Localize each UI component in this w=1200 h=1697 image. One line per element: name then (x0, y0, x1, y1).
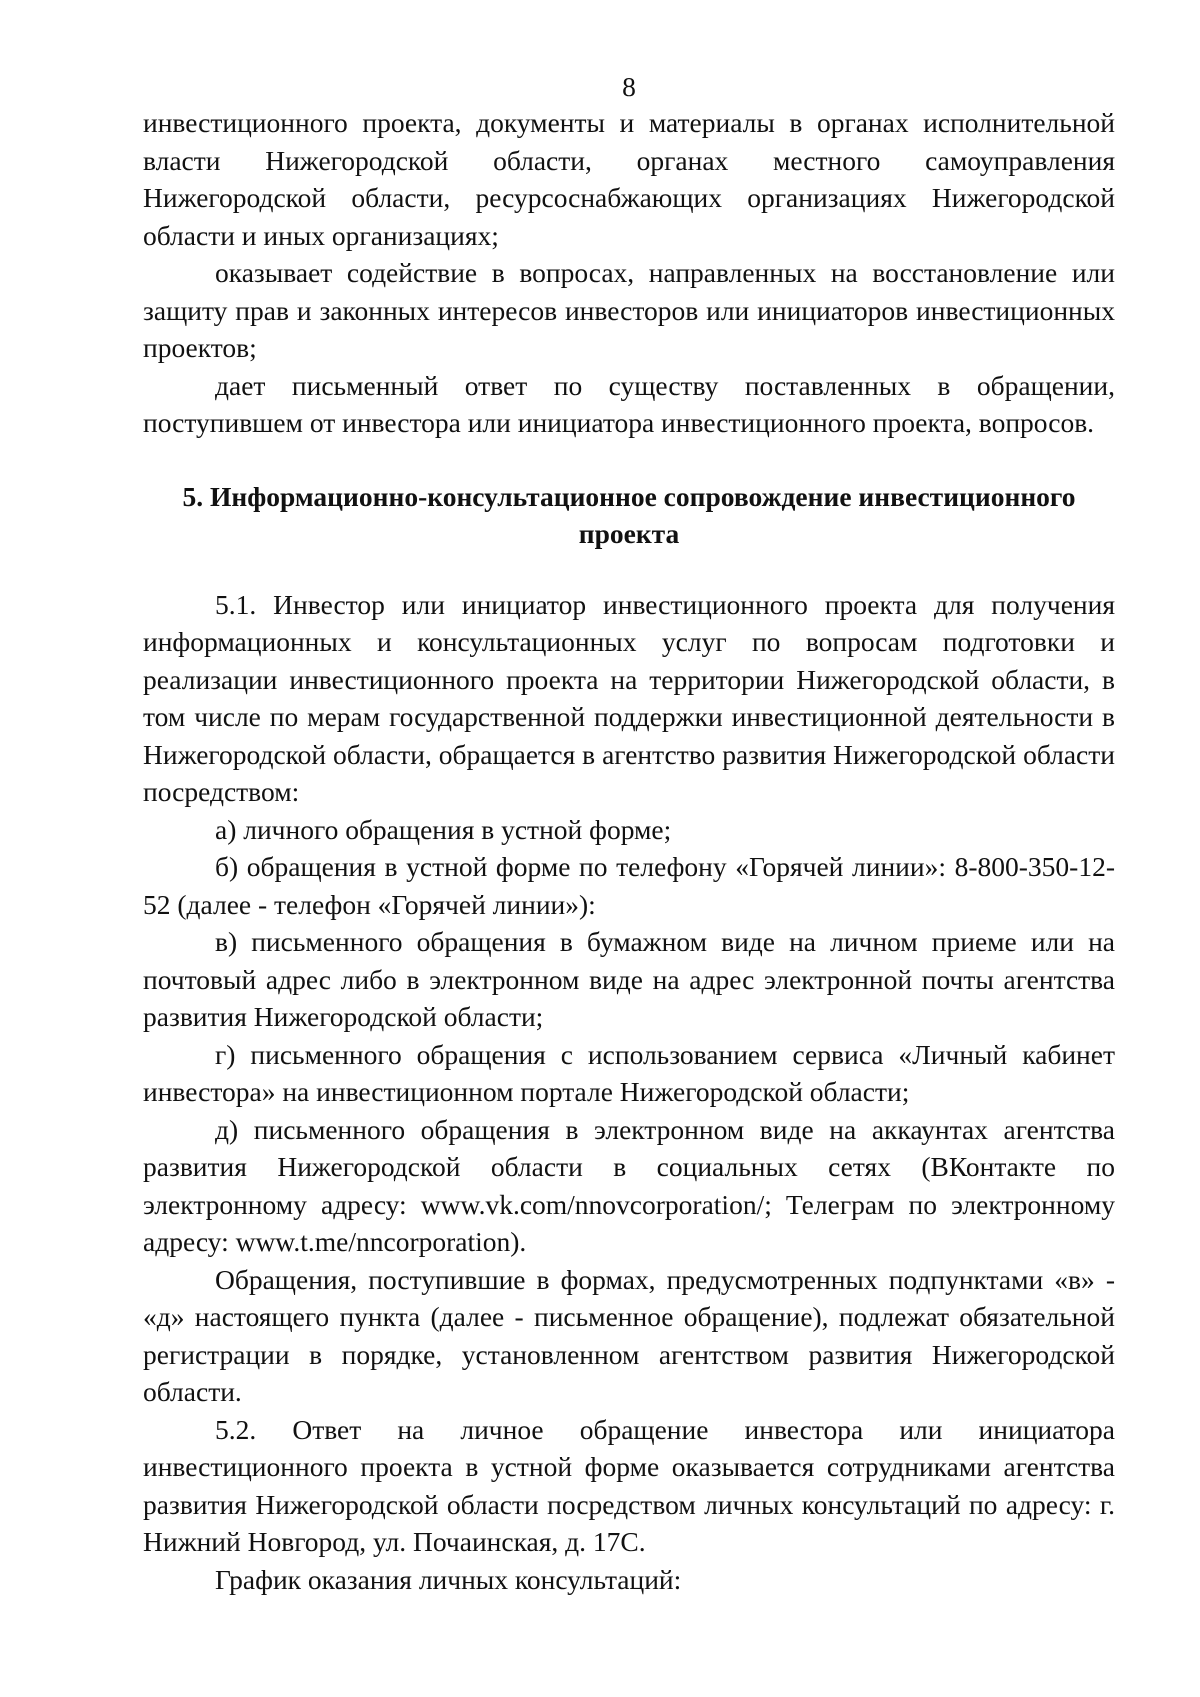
paragraph-written-answer: дает письменный ответ по существу поставленных в обращении, поступившем от инвестора или инициатора инвестиционного проекта, вопросов. (143, 369, 1115, 438)
section-heading: 5. Информационно-консультационное сопровождение инвестиционного проекта (182, 480, 1076, 549)
paragraph-schedule: График оказания личных консультаций: (215, 1563, 682, 1595)
paragraph-5-2: 5.2. Ответ на личное обращение инвестора или инициатора инвестиционного проекта в устной форме оказывается сотрудниками агентства развития Нижегородской области посредством личных консультаций по адресу: г. Нижний Новгород, ул. Почаинская, д. 17С. (143, 1413, 1115, 1557)
paragraph-registration: Обращения, поступившие в формах, предусмотренных подпунктами «в» - «д» настоящего пункта (далее - письменное обращение), подлежат обязательной регистрации в порядке, установленном агентством развития Нижегородской области. (143, 1263, 1115, 1407)
paragraph-continuation: инвестиционного проекта, документы и материалы в органах исполнительной власти Нижегородской области, органах местного самоуправления Нижегородской области, ресурсоснабжающих организациях Нижегородской области и иных организациях; (143, 107, 1115, 251)
paragraph-5-1: 5.1. Инвестор или инициатор инвестиционного проекта для получения информационных и консультационных услуг по вопросам подготовки и реализации инвестиционного проекта на территории Нижегородской области, в том числе по мерам государственной поддержки инвестиционной деятельности в Нижегородской области, обращается в агентство развития Нижегородской области посредством: (143, 588, 1115, 807)
list-item-b: б) обращения в устной форме по телефону «Горячей линии»: 8-800-350-12-52 (далее - телефон «Горячей линии»): (143, 851, 1115, 920)
page-number: 8 (622, 71, 636, 102)
list-item-v: в) письменного обращения в бумажном виде на личном приеме или на почтовый адрес либо в электронном виде на адрес электронной почты агентства развития Нижегородской области; (143, 926, 1115, 1032)
document-page (143, 70, 1115, 1598)
list-item-a: а) личного обращения в устной форме; (215, 813, 672, 845)
list-item-d: д) письменного обращения в электронном виде на аккаунтах агентства развития Нижегородской области в социальных сетях (ВКонтакте по электронному адресу: www.vk.com/nnovcorporation/; Телеграм по электронному адресу: www.t.me/nncorporation). (143, 1113, 1115, 1257)
list-item-g: г) письменного обращения с использованием сервиса «Личный кабинет инвестора» на инвестиционном портале Нижегородской области; (143, 1038, 1115, 1107)
paragraph-assistance: оказывает содействие в вопросах, направленных на восстановление или защиту прав и законных интересов инвесторов или инициаторов инвестиционных проектов; (143, 257, 1115, 363)
